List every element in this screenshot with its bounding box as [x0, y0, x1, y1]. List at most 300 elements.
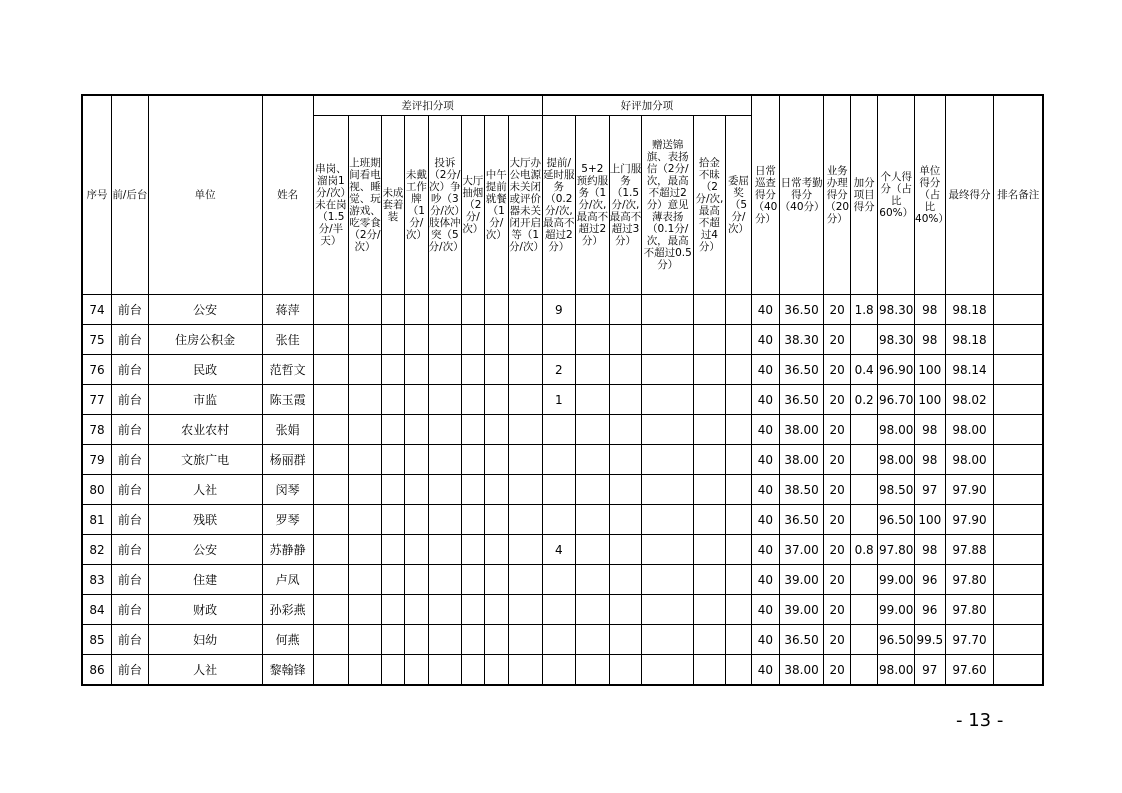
cell-c4 [405, 505, 428, 535]
cell-c4 [405, 325, 428, 355]
cell-seq: 83 [82, 565, 112, 595]
cell-name: 何燕 [262, 625, 313, 655]
cell-personal: 99.00 [878, 595, 915, 625]
cell-b4 [642, 475, 694, 505]
cell-c4 [405, 625, 428, 655]
cell-b6 [725, 295, 752, 325]
cell-desk: 前台 [112, 445, 149, 475]
cell-b1 [542, 655, 576, 686]
cell-c1 [313, 475, 349, 505]
cell-remark [994, 295, 1043, 325]
header-bonus-score: 加分项目得分 [850, 95, 877, 295]
cell-business: 20 [824, 535, 850, 565]
cell-unit: 文旅广电 [148, 445, 262, 475]
cell-unitscore: 96 [915, 595, 946, 625]
cell-attend: 38.30 [779, 325, 824, 355]
cell-c4 [405, 565, 428, 595]
cell-unit: 住房公积金 [148, 325, 262, 355]
cell-unitscore: 100 [915, 385, 946, 415]
cell-c5 [428, 505, 462, 535]
cell-c4 [405, 295, 428, 325]
cell-b3 [609, 385, 642, 415]
cell-b1 [542, 595, 576, 625]
cell-bonus: 0.2 [850, 385, 877, 415]
cell-unit: 人社 [148, 655, 262, 686]
cell-c7 [484, 655, 508, 686]
cell-b3 [609, 655, 642, 686]
cell-c6 [462, 595, 484, 625]
cell-c4 [405, 445, 428, 475]
cell-c6 [462, 295, 484, 325]
cell-c1 [313, 565, 349, 595]
cell-c5 [428, 445, 462, 475]
cell-unitscore: 96 [915, 565, 946, 595]
cell-c2 [349, 505, 382, 535]
cell-bonus [850, 505, 877, 535]
table-header [82, 95, 1043, 295]
cell-seq: 85 [82, 625, 112, 655]
cell-business: 20 [824, 625, 850, 655]
cell-b5 [694, 325, 726, 355]
cell-b6 [725, 595, 752, 625]
cell-b4 [642, 655, 694, 686]
cell-inspect: 40 [752, 595, 779, 625]
cell-c6 [462, 355, 484, 385]
cell-b2 [576, 655, 610, 686]
header-deduct-item: 大厅办公电源未关闭或评价器未关闭开启等（1分/次） [508, 116, 542, 295]
cell-final: 97.70 [945, 625, 994, 655]
cell-seq: 77 [82, 385, 112, 415]
cell-remark [994, 565, 1043, 595]
cell-unit: 财政 [148, 595, 262, 625]
cell-unitscore: 98 [915, 415, 946, 445]
cell-seq: 86 [82, 655, 112, 686]
cell-b5 [694, 445, 726, 475]
cell-c2 [349, 535, 382, 565]
cell-c2 [349, 355, 382, 385]
cell-inspect: 40 [752, 385, 779, 415]
cell-c2 [349, 385, 382, 415]
cell-attend: 38.50 [779, 475, 824, 505]
cell-seq: 81 [82, 505, 112, 535]
cell-business: 20 [824, 415, 850, 445]
cell-c5 [428, 535, 462, 565]
cell-desk: 前台 [112, 505, 149, 535]
cell-remark [994, 325, 1043, 355]
cell-bonus [850, 625, 877, 655]
header-bonus-group: 好评加分项 [542, 95, 752, 116]
cell-c8 [508, 625, 542, 655]
cell-business: 20 [824, 475, 850, 505]
cell-personal: 98.30 [878, 295, 915, 325]
cell-final: 98.02 [945, 385, 994, 415]
cell-inspect: 40 [752, 565, 779, 595]
cell-personal: 96.70 [878, 385, 915, 415]
cell-b1: 2 [542, 355, 576, 385]
cell-c2 [349, 475, 382, 505]
cell-personal: 98.30 [878, 325, 915, 355]
cell-attend: 38.00 [779, 445, 824, 475]
cell-bonus [850, 655, 877, 686]
cell-b4 [642, 325, 694, 355]
cell-desk: 前台 [112, 535, 149, 565]
cell-inspect: 40 [752, 445, 779, 475]
cell-c2 [349, 415, 382, 445]
table-row [82, 415, 1043, 445]
cell-name: 张娟 [262, 415, 313, 445]
cell-personal: 96.90 [878, 355, 915, 385]
cell-desk: 前台 [112, 325, 149, 355]
cell-unit: 公安 [148, 295, 262, 325]
cell-name: 罗琴 [262, 505, 313, 535]
cell-business: 20 [824, 355, 850, 385]
cell-b3 [609, 475, 642, 505]
cell-inspect: 40 [752, 295, 779, 325]
cell-b5 [694, 535, 726, 565]
cell-b1 [542, 505, 576, 535]
cell-inspect: 40 [752, 415, 779, 445]
cell-personal: 97.80 [878, 535, 915, 565]
cell-business: 20 [824, 595, 850, 625]
cell-b3 [609, 355, 642, 385]
cell-b4 [642, 625, 694, 655]
header-final: 最终得分 [945, 95, 994, 295]
header-bonus-item: 委屈奖（5分/次） [725, 116, 752, 295]
cell-b2 [576, 565, 610, 595]
cell-b5 [694, 625, 726, 655]
cell-c6 [462, 445, 484, 475]
header-business: 业务办理得分（20分） [824, 95, 850, 295]
cell-attend: 36.50 [779, 625, 824, 655]
cell-b5 [694, 655, 726, 686]
cell-final: 98.14 [945, 355, 994, 385]
cell-attend: 39.00 [779, 565, 824, 595]
cell-unitscore: 98 [915, 445, 946, 475]
header-daily-inspect: 日常巡查得分（40分） [752, 95, 779, 295]
header-deduct-group: 差评扣分项 [313, 95, 542, 116]
cell-name: 闵琴 [262, 475, 313, 505]
cell-attend: 36.50 [779, 295, 824, 325]
cell-b1 [542, 445, 576, 475]
cell-b2 [576, 385, 610, 415]
header-deduct-item: 中午提前就餐（1分/次） [484, 116, 508, 295]
header-desk: 前/后台 [112, 95, 149, 295]
cell-b1: 4 [542, 535, 576, 565]
cell-c5 [428, 415, 462, 445]
cell-bonus: 1.8 [850, 295, 877, 325]
cell-attend: 38.00 [779, 655, 824, 686]
cell-c6 [462, 505, 484, 535]
header-deduct-item: 投诉（2分/次）争吵（3分/次）肢体冲突（5分/次） [428, 116, 462, 295]
cell-c4 [405, 595, 428, 625]
cell-final: 98.18 [945, 325, 994, 355]
cell-c6 [462, 655, 484, 686]
table-row [82, 505, 1043, 535]
cell-c7 [484, 385, 508, 415]
cell-b2 [576, 595, 610, 625]
cell-attend: 36.50 [779, 355, 824, 385]
cell-unit: 妇幼 [148, 625, 262, 655]
cell-name: 杨丽群 [262, 445, 313, 475]
cell-c3 [381, 625, 404, 655]
cell-desk: 前台 [112, 655, 149, 686]
cell-b6 [725, 625, 752, 655]
cell-c6 [462, 625, 484, 655]
cell-inspect: 40 [752, 355, 779, 385]
cell-final: 97.88 [945, 535, 994, 565]
table-row [82, 655, 1043, 686]
cell-c3 [381, 505, 404, 535]
cell-b1 [542, 325, 576, 355]
cell-c4 [405, 535, 428, 565]
cell-personal: 96.50 [878, 505, 915, 535]
cell-c3 [381, 655, 404, 686]
cell-unitscore: 98 [915, 295, 946, 325]
cell-attend: 38.00 [779, 415, 824, 445]
cell-remark [994, 475, 1043, 505]
cell-c1 [313, 415, 349, 445]
cell-c2 [349, 625, 382, 655]
cell-b5 [694, 505, 726, 535]
cell-c3 [381, 535, 404, 565]
header-seq: 序号 [82, 95, 112, 295]
cell-name: 孙彩燕 [262, 595, 313, 625]
cell-final: 98.00 [945, 415, 994, 445]
cell-unit: 民政 [148, 355, 262, 385]
cell-b6 [725, 475, 752, 505]
header-bonus-item: 上门服务（1.5分/次,最高不超过3分） [609, 116, 642, 295]
cell-c3 [381, 385, 404, 415]
cell-seq: 80 [82, 475, 112, 505]
cell-b6 [725, 415, 752, 445]
cell-b1: 1 [542, 385, 576, 415]
cell-unitscore: 100 [915, 505, 946, 535]
cell-c4 [405, 385, 428, 415]
table-row [82, 385, 1043, 415]
header-deduct-item: 未成套着装 [381, 116, 404, 295]
cell-b1 [542, 475, 576, 505]
cell-b5 [694, 295, 726, 325]
cell-desk: 前台 [112, 385, 149, 415]
cell-c8 [508, 295, 542, 325]
cell-b3 [609, 325, 642, 355]
cell-personal: 99.00 [878, 565, 915, 595]
cell-b4 [642, 355, 694, 385]
cell-remark [994, 445, 1043, 475]
header-bonus-item: 拾金不昧（2分/次,最高不超过4分） [694, 116, 726, 295]
table-row [82, 595, 1043, 625]
cell-c1 [313, 625, 349, 655]
cell-inspect: 40 [752, 625, 779, 655]
header-personal: 个人得分（占比60%） [878, 95, 915, 295]
cell-c6 [462, 385, 484, 415]
cell-c7 [484, 445, 508, 475]
cell-bonus: 0.8 [850, 535, 877, 565]
cell-remark [994, 505, 1043, 535]
cell-b2 [576, 415, 610, 445]
cell-b1 [542, 625, 576, 655]
header-daily-attend: 日常考勤得分（40分） [779, 95, 824, 295]
cell-seq: 78 [82, 415, 112, 445]
cell-c1 [313, 295, 349, 325]
header-unit: 单位 [148, 95, 262, 295]
cell-b1 [542, 565, 576, 595]
cell-desk: 前台 [112, 475, 149, 505]
cell-name: 黎翰锋 [262, 655, 313, 686]
header-bonus-item: 提前/延时服务（0.2分/次,最高不超过2分） [542, 116, 576, 295]
cell-attend: 36.50 [779, 505, 824, 535]
cell-personal: 98.00 [878, 655, 915, 686]
cell-c1 [313, 325, 349, 355]
cell-b2 [576, 325, 610, 355]
cell-c8 [508, 325, 542, 355]
cell-c3 [381, 565, 404, 595]
cell-c1 [313, 655, 349, 686]
cell-b4 [642, 535, 694, 565]
cell-seq: 84 [82, 595, 112, 625]
cell-bonus [850, 565, 877, 595]
header-unit-score: 单位得分（占比40%） [915, 95, 946, 295]
cell-desk: 前台 [112, 355, 149, 385]
cell-b4 [642, 595, 694, 625]
cell-seq: 74 [82, 295, 112, 325]
cell-c4 [405, 475, 428, 505]
cell-c5 [428, 355, 462, 385]
cell-c2 [349, 595, 382, 625]
cell-personal: 96.50 [878, 625, 915, 655]
cell-b4 [642, 385, 694, 415]
cell-attend: 39.00 [779, 595, 824, 625]
cell-b2 [576, 445, 610, 475]
cell-final: 97.90 [945, 475, 994, 505]
cell-c7 [484, 325, 508, 355]
cell-bonus [850, 445, 877, 475]
header-bonus-item: 5+2预约服务（1分/次,最高不超过2分） [576, 116, 610, 295]
cell-final: 97.80 [945, 565, 994, 595]
cell-business: 20 [824, 445, 850, 475]
cell-b3 [609, 625, 642, 655]
cell-unit: 人社 [148, 475, 262, 505]
cell-b6 [725, 655, 752, 686]
cell-remark [994, 595, 1043, 625]
cell-b6 [725, 355, 752, 385]
cell-bonus [850, 325, 877, 355]
table-row [82, 625, 1043, 655]
cell-c7 [484, 535, 508, 565]
cell-seq: 76 [82, 355, 112, 385]
cell-unitscore: 100 [915, 355, 946, 385]
cell-c8 [508, 415, 542, 445]
cell-final: 98.00 [945, 445, 994, 475]
cell-c8 [508, 355, 542, 385]
header-name: 姓名 [262, 95, 313, 295]
cell-c7 [484, 475, 508, 505]
header-bonus-item: 赠送锦旗、表扬信（2分/次，最高不超过2分）意见薄表扬（0.1分/次，最高不超过0.5分） [642, 116, 694, 295]
cell-c3 [381, 355, 404, 385]
cell-b6 [725, 535, 752, 565]
cell-c2 [349, 655, 382, 686]
table-row [82, 445, 1043, 475]
cell-c3 [381, 595, 404, 625]
cell-business: 20 [824, 565, 850, 595]
score-table [81, 94, 1044, 686]
cell-bonus [850, 595, 877, 625]
cell-c7 [484, 565, 508, 595]
cell-c6 [462, 415, 484, 445]
cell-c4 [405, 415, 428, 445]
cell-b6 [725, 445, 752, 475]
cell-name: 范哲文 [262, 355, 313, 385]
cell-unitscore: 97 [915, 655, 946, 686]
table-body [82, 295, 1043, 686]
cell-inspect: 40 [752, 535, 779, 565]
cell-c5 [428, 625, 462, 655]
cell-b6 [725, 565, 752, 595]
cell-c5 [428, 385, 462, 415]
cell-b2 [576, 625, 610, 655]
table-row [82, 325, 1043, 355]
cell-c4 [405, 655, 428, 686]
cell-inspect: 40 [752, 505, 779, 535]
cell-desk: 前台 [112, 415, 149, 445]
cell-b2 [576, 475, 610, 505]
cell-c2 [349, 295, 382, 325]
cell-b3 [609, 595, 642, 625]
cell-unit: 残联 [148, 505, 262, 535]
cell-final: 98.18 [945, 295, 994, 325]
cell-c7 [484, 595, 508, 625]
cell-c1 [313, 385, 349, 415]
cell-inspect: 40 [752, 475, 779, 505]
cell-b4 [642, 565, 694, 595]
cell-unit: 市监 [148, 385, 262, 415]
cell-c8 [508, 445, 542, 475]
cell-business: 20 [824, 505, 850, 535]
cell-c6 [462, 475, 484, 505]
cell-b2 [576, 505, 610, 535]
cell-b1 [542, 415, 576, 445]
cell-name: 卢凤 [262, 565, 313, 595]
cell-c5 [428, 475, 462, 505]
cell-business: 20 [824, 325, 850, 355]
header-deduct-item: 大厅抽烟（2分/次） [462, 116, 484, 295]
cell-name: 蒋萍 [262, 295, 313, 325]
cell-bonus [850, 475, 877, 505]
cell-b2 [576, 295, 610, 325]
cell-bonus: 0.4 [850, 355, 877, 385]
cell-c2 [349, 565, 382, 595]
cell-b6 [725, 325, 752, 355]
cell-c3 [381, 325, 404, 355]
cell-b3 [609, 505, 642, 535]
cell-c7 [484, 625, 508, 655]
cell-c8 [508, 475, 542, 505]
cell-b6 [725, 505, 752, 535]
cell-c2 [349, 325, 382, 355]
cell-c7 [484, 505, 508, 535]
cell-b5 [694, 595, 726, 625]
cell-b3 [609, 295, 642, 325]
cell-remark [994, 385, 1043, 415]
cell-b3 [609, 445, 642, 475]
cell-c5 [428, 565, 462, 595]
page-number: - 13 - [956, 710, 1004, 731]
cell-b5 [694, 475, 726, 505]
header-remark: 排名备注 [994, 95, 1043, 295]
cell-c1 [313, 595, 349, 625]
cell-c5 [428, 595, 462, 625]
cell-b4 [642, 415, 694, 445]
